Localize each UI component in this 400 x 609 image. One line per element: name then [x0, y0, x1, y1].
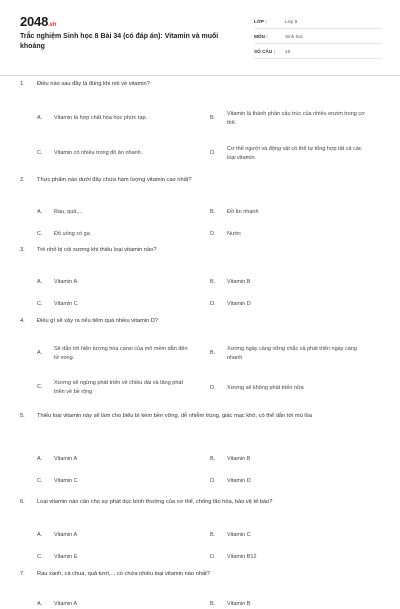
option-b[interactable]	[210, 345, 370, 362]
question-body: Thiếu loại vitamin này sẽ làm cho biểu bì kém bền vững, dễ nhiễm trùng, giác mạc khô, có thể dẫn tới mù lòa	[37, 413, 312, 419]
option-text: Xương ngày càng vững chắc và phát triển ngày càng nhanh	[227, 346, 357, 361]
question-5	[20, 412, 384, 484]
option-text: Vitamin A	[54, 456, 78, 462]
option-text: Vitamin là thành phần cấu trúc của nhiều enzim trong cơ thể.	[227, 111, 365, 126]
meta-value: Lớp 8	[285, 18, 298, 24]
option-b[interactable]	[210, 110, 370, 127]
option-c[interactable]	[37, 477, 192, 486]
option-a[interactable]	[37, 278, 192, 287]
option-letter: A.	[37, 279, 43, 285]
option-letter: A.	[37, 532, 43, 538]
option-text: Vitamin C	[227, 532, 251, 538]
meta-value: Sinh học	[285, 33, 304, 39]
meta-key: MÔN :	[254, 33, 268, 39]
option-a[interactable]	[37, 531, 192, 540]
option-letter: D.	[210, 554, 216, 560]
option-c[interactable]	[37, 149, 192, 158]
option-text: Xương sẽ ngừng phát triển về chiều dài và tăng phát triển về bề rộng	[54, 380, 184, 395]
question-text	[20, 317, 384, 326]
option-a[interactable]	[37, 455, 192, 464]
option-text: Đồ uống có ga	[54, 231, 90, 237]
option-text: Vitamin A	[54, 532, 78, 538]
option-text: Vitamin C	[54, 478, 78, 484]
question-text	[20, 570, 384, 579]
option-letter: A.	[37, 350, 43, 357]
question-body: Rau xanh, cà chua, quả tươi,... có chứa nhiều loại vitamin nào nhất?	[37, 571, 210, 577]
option-letter: C.	[37, 554, 43, 560]
meta-table	[254, 14, 382, 59]
page-title: Trắc nghiệm Sinh học 8 Bài 34 (có đáp án): Vitamin và muối khoáng	[20, 33, 219, 50]
question-number: 3.	[20, 247, 25, 253]
option-letter: A.	[37, 209, 43, 215]
option-text: Vitamin D	[227, 478, 251, 484]
option-text: Vitamin có nhiều trong đồ ăn nhanh.	[54, 150, 143, 156]
option-d[interactable]	[210, 384, 370, 393]
option-c[interactable]	[37, 300, 192, 309]
meta-key: LỚP :	[254, 18, 267, 24]
option-text: Vitamin B	[227, 601, 251, 607]
option-text: Xương sẽ không phát triển nữa	[227, 385, 304, 391]
option-text: Vitamin E	[54, 554, 78, 560]
question-text	[20, 80, 384, 89]
option-letter: B.	[210, 456, 216, 462]
option-letter: B.	[210, 209, 216, 215]
option-letter: B.	[210, 115, 216, 122]
logo-text: 2048	[20, 14, 49, 29]
option-b[interactable]	[210, 455, 370, 464]
question-1	[20, 80, 384, 161]
option-letter: A.	[37, 115, 43, 121]
option-letter: A.	[37, 601, 43, 607]
question-number: 4.	[20, 318, 25, 324]
option-letter: C.	[37, 478, 43, 484]
page-header	[0, 0, 400, 76]
question-body: Điều nào sau đây là đúng khi nói về vitamin?	[37, 81, 150, 87]
option-a[interactable]	[37, 114, 192, 123]
option-c[interactable]	[37, 553, 192, 562]
option-letter: C.	[37, 231, 43, 237]
option-letter: D.	[210, 150, 216, 157]
option-letter: C.	[37, 384, 43, 391]
question-2	[20, 176, 384, 237]
option-letter: B.	[210, 279, 216, 285]
question-text	[20, 498, 384, 507]
meta-row-class	[254, 14, 382, 29]
option-letter: D.	[210, 478, 216, 484]
option-c[interactable]	[37, 379, 192, 396]
question-number: 5.	[20, 413, 25, 419]
option-d[interactable]	[210, 477, 370, 486]
option-b[interactable]	[210, 600, 370, 609]
site-logo[interactable]	[20, 14, 56, 29]
option-letter: C.	[37, 150, 43, 156]
option-letter: B.	[210, 601, 216, 607]
option-b[interactable]	[210, 208, 370, 217]
option-letter: D.	[210, 301, 216, 307]
meta-row-subject	[254, 29, 382, 44]
option-text: Vitamin là hợp chất hóa học phức tạp.	[54, 115, 148, 121]
option-a[interactable]	[37, 208, 192, 217]
option-d[interactable]	[210, 145, 370, 162]
option-text: Vitamin B	[227, 456, 251, 462]
logo-suffix: .vn	[48, 22, 57, 28]
option-a[interactable]	[37, 600, 192, 609]
option-letter: D.	[210, 231, 216, 237]
question-text	[20, 412, 384, 421]
question-number: 7.	[20, 571, 25, 577]
option-text: Đồ ăn nhanh	[227, 209, 259, 215]
meta-row-count	[254, 44, 382, 59]
option-text: Vitamin A	[54, 279, 78, 285]
option-text: Nước	[227, 231, 242, 237]
question-4	[20, 317, 384, 395]
question-number: 2.	[20, 177, 25, 183]
option-a[interactable]	[37, 345, 192, 362]
option-letter: A.	[37, 456, 43, 462]
question-body: Loại vitamin nào cần cho sự phát dục bình thường của cơ thể, chống lão hóa, bảo vệ tế bào?	[37, 499, 273, 505]
option-text: Cơ thể người và động vật có thể tự tổng hợp tất cả các loại vitamin.	[227, 146, 362, 161]
option-letter: D.	[210, 385, 216, 391]
option-d[interactable]	[210, 300, 370, 309]
option-b[interactable]	[210, 278, 370, 287]
meta-key: SỐ CÂU :	[254, 48, 276, 54]
question-text	[20, 246, 384, 255]
option-text: Vitamin B12	[227, 554, 257, 560]
option-d[interactable]	[210, 553, 370, 562]
question-7	[20, 570, 384, 607]
meta-value: 16	[285, 48, 291, 54]
option-text: Vitamin D	[227, 301, 251, 307]
option-d[interactable]	[210, 230, 370, 239]
option-text: Vitamin A	[54, 601, 78, 607]
question-body: Thực phẩm nào dưới đây chứa hàm lượng vitamin cao nhất?	[37, 177, 192, 183]
option-letter: B.	[210, 532, 216, 538]
option-b[interactable]	[210, 531, 370, 540]
question-text	[20, 176, 384, 185]
question-3	[20, 246, 384, 307]
option-text: Vitamin B	[227, 279, 251, 285]
option-letter: B.	[210, 350, 216, 357]
option-c[interactable]	[37, 230, 192, 239]
question-number: 1.	[20, 81, 25, 87]
option-text: Sẽ dẫn tới hiện tượng hóa canxi của mô mềm dẫn đến tử vong.	[54, 346, 188, 361]
question-number: 6.	[20, 499, 25, 505]
question-body: Điều gì sẽ xảy ra nếu tiêm quá nhiều vitamin D?	[37, 318, 159, 324]
question-body: Trẻ nhỏ bị còi xương khi thiếu loại vitamin nào?	[37, 247, 157, 253]
option-text: Vitamin C	[54, 301, 78, 307]
question-6	[20, 498, 384, 560]
header-divider	[0, 75, 400, 76]
option-letter: C.	[37, 301, 43, 307]
option-text: Rau, quả,...	[54, 209, 83, 215]
